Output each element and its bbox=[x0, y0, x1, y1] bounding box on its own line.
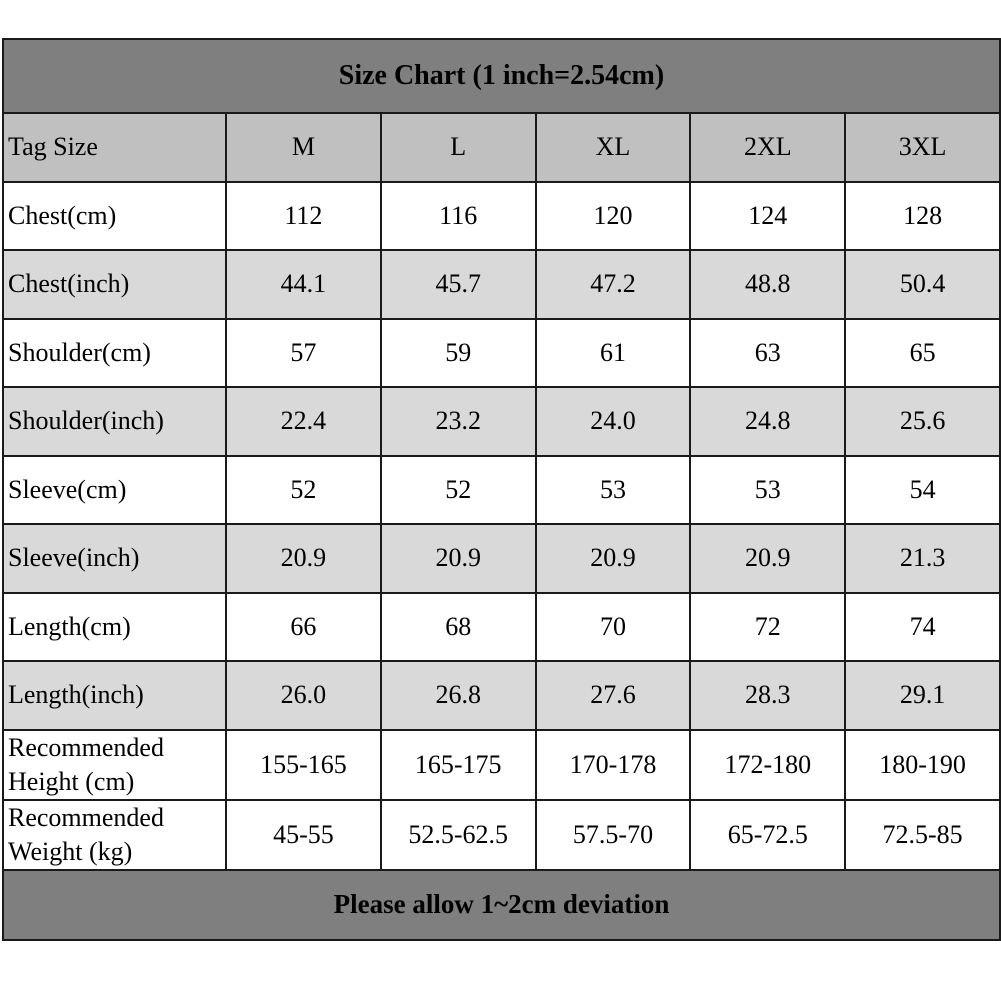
table-row bbox=[3, 524, 1000, 593]
table-row bbox=[3, 250, 1000, 319]
table-cell: 28.3 bbox=[690, 661, 845, 730]
table-cell: 57.5-70 bbox=[536, 800, 691, 870]
table-cell: 70 bbox=[536, 593, 691, 662]
title-row bbox=[3, 39, 1000, 113]
table-cell: 26.8 bbox=[381, 661, 536, 730]
size-header-l: L bbox=[381, 113, 536, 182]
table-cell: 20.9 bbox=[381, 524, 536, 593]
table-cell: 74 bbox=[845, 593, 1000, 662]
table-cell: 53 bbox=[536, 456, 691, 525]
table-cell: 24.0 bbox=[536, 387, 691, 456]
table-row bbox=[3, 800, 1000, 870]
row-label: Sleeve(inch) bbox=[3, 524, 226, 593]
table-cell: 24.8 bbox=[690, 387, 845, 456]
table-cell: 21.3 bbox=[845, 524, 1000, 593]
table-cell: 124 bbox=[690, 182, 845, 251]
table-cell: 68 bbox=[381, 593, 536, 662]
row-label: Length(cm) bbox=[3, 593, 226, 662]
table-cell: 172-180 bbox=[690, 730, 845, 800]
table-cell: 52 bbox=[226, 456, 381, 525]
table-cell: 25.6 bbox=[845, 387, 1000, 456]
row-label-line: Height (cm) bbox=[8, 766, 135, 796]
table-cell: 26.0 bbox=[226, 661, 381, 730]
table-cell: 54 bbox=[845, 456, 1000, 525]
table-cell: 20.9 bbox=[690, 524, 845, 593]
row-label bbox=[3, 800, 226, 870]
table-cell: 44.1 bbox=[226, 250, 381, 319]
table-row bbox=[3, 456, 1000, 525]
table-cell: 59 bbox=[381, 319, 536, 388]
table-cell: 170-178 bbox=[536, 730, 691, 800]
row-label: Sleeve(cm) bbox=[3, 456, 226, 525]
row-label-line: Recommended bbox=[8, 732, 164, 762]
table-cell: 22.4 bbox=[226, 387, 381, 456]
table-row bbox=[3, 593, 1000, 662]
row-label-line: Recommended bbox=[8, 802, 164, 832]
header-row bbox=[3, 113, 1000, 182]
table-cell: 20.9 bbox=[536, 524, 691, 593]
table-cell: 72.5-85 bbox=[845, 800, 1000, 870]
table-cell: 155-165 bbox=[226, 730, 381, 800]
header-label: Tag Size bbox=[3, 113, 226, 182]
row-label: Length(inch) bbox=[3, 661, 226, 730]
footer-row bbox=[3, 870, 1000, 940]
table-cell: 53 bbox=[690, 456, 845, 525]
table-cell: 45-55 bbox=[226, 800, 381, 870]
table-row bbox=[3, 319, 1000, 388]
table-cell: 61 bbox=[536, 319, 691, 388]
table-cell: 29.1 bbox=[845, 661, 1000, 730]
deviation-note: Please allow 1~2cm deviation bbox=[3, 870, 1000, 940]
table-cell: 45.7 bbox=[381, 250, 536, 319]
size-header-m: M bbox=[226, 113, 381, 182]
table-cell: 47.2 bbox=[536, 250, 691, 319]
size-header-2xl: 2XL bbox=[690, 113, 845, 182]
table-cell: 57 bbox=[226, 319, 381, 388]
row-label bbox=[3, 730, 226, 800]
table-cell: 52 bbox=[381, 456, 536, 525]
table-row bbox=[3, 730, 1000, 800]
size-header-xl: XL bbox=[536, 113, 691, 182]
row-label: Shoulder(inch) bbox=[3, 387, 226, 456]
table-cell: 128 bbox=[845, 182, 1000, 251]
table-row bbox=[3, 661, 1000, 730]
table-cell: 23.2 bbox=[381, 387, 536, 456]
table-cell: 116 bbox=[381, 182, 536, 251]
table-cell: 65 bbox=[845, 319, 1000, 388]
table-cell: 165-175 bbox=[381, 730, 536, 800]
table-cell: 63 bbox=[690, 319, 845, 388]
table-cell: 27.6 bbox=[536, 661, 691, 730]
chart-title: Size Chart (1 inch=2.54cm) bbox=[3, 39, 1000, 113]
row-label: Chest(inch) bbox=[3, 250, 226, 319]
table-cell: 50.4 bbox=[845, 250, 1000, 319]
table-cell: 120 bbox=[536, 182, 691, 251]
table-cell: 72 bbox=[690, 593, 845, 662]
table-cell: 65-72.5 bbox=[690, 800, 845, 870]
size-header-3xl: 3XL bbox=[845, 113, 1000, 182]
table-cell: 112 bbox=[226, 182, 381, 251]
table-row bbox=[3, 182, 1000, 251]
table-cell: 48.8 bbox=[690, 250, 845, 319]
size-chart-table bbox=[2, 38, 1001, 941]
row-label: Shoulder(cm) bbox=[3, 319, 226, 388]
table-cell: 20.9 bbox=[226, 524, 381, 593]
row-label-line: Weight (kg) bbox=[8, 836, 133, 866]
table-row bbox=[3, 387, 1000, 456]
table-cell: 66 bbox=[226, 593, 381, 662]
table-cell: 180-190 bbox=[845, 730, 1000, 800]
row-label: Chest(cm) bbox=[3, 182, 226, 251]
table-cell: 52.5-62.5 bbox=[381, 800, 536, 870]
